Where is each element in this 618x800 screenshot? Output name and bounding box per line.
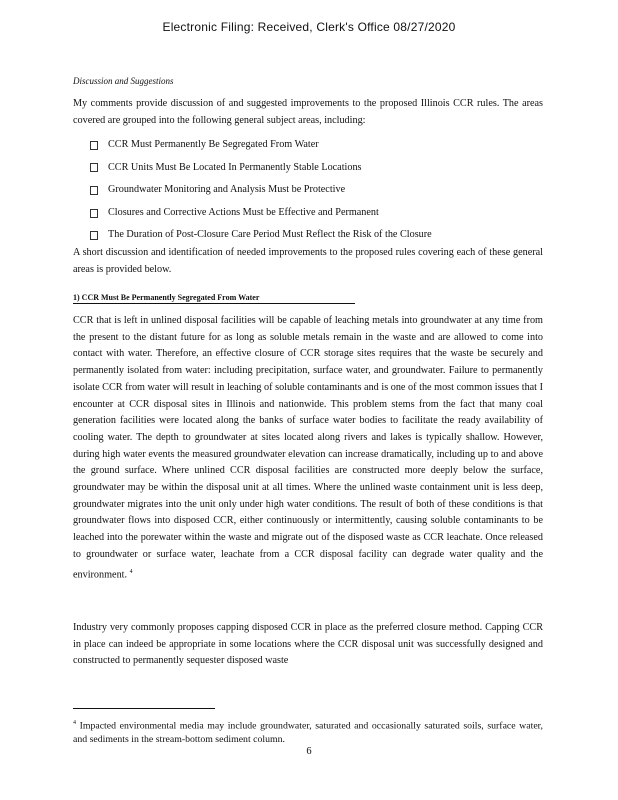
checkbox-bullet-icon <box>90 163 98 172</box>
list-item <box>90 224 432 247</box>
section-heading-1: 1) CCR Must Be Permanently Segregated From Water <box>73 293 355 304</box>
list-item <box>90 202 432 225</box>
list-item <box>90 179 432 202</box>
body-paragraph-2: Industry very commonly proposes capping disposed CCR in place as the preferred closure method. Capping CCR in place can indeed be appropriate in some locations where the CCR disposal unit was successfully designed and constructed to permanently sequester disposed waste <box>73 622 543 667</box>
subject-area-list <box>90 134 432 247</box>
body-paragraph-1 <box>73 313 543 584</box>
section-title: Discussion and Suggestions <box>73 76 174 86</box>
body-paragraph-1-text: CCR that is left in unlined disposal facilities will be capable of leaching metals into groundwater at any time from the present to the distant future for as long as soluble metals remain in the waste and are allowed to come into contact with water. Therefore, an effective closure of CCR storage sites requires that the waste be securely and permanently isolated from water: including precipitation, surface water, and groundwater. Failure to permanently isolate CCR from water will result in leaching of soluble contaminants and is one of the most common issues that I encounter at CCR disposal sites in Illinois and nationwide. This problem stems from the fact that many coal generation facilities were located along the banks of surface water bodies to facilitate the ready availability of cooling water. The depth to groundwater at sites located along rivers and lakes is typically shallow. However, during high water events the measured groundwater elevation can increase dramatically, including up to and above the ground surface. Where unlined CCR disposal facilities are constructed more deeply below the surface, groundwater may be within the disposal unit at all times. Where the unlined waste containment unit is less deep, groundwater migrates into the unit only under high water conditions. The result of both of these conditions is that groundwater flows into disposed CCR, either continuously or intermittently, causing soluble contaminants to be leached into the porewater within the waste and migrate out of the disposed waste as CCR leachate. Once released to groundwater or surface water, leachate from a CCR disposal facility can degrade water quality and the environment. <box>73 315 543 580</box>
checkbox-bullet-icon <box>90 231 98 240</box>
checkbox-bullet-icon <box>90 209 98 218</box>
footnote-text: Impacted environmental media may include groundwater, saturated and occasionally saturated soils, surface water, and sediments in the stream-bottom sediment column. <box>73 720 543 746</box>
intro-paragraph: My comments provide discussion of and suggested improvements to the proposed Illinois CCR rules. The areas covered are grouped into the following general subject areas, including: <box>73 98 543 126</box>
list-item-text: CCR Units Must Be Located In Permanently Stable Locations <box>108 161 362 173</box>
checkbox-bullet-icon <box>90 186 98 195</box>
list-item-text: The Duration of Post-Closure Care Period Must Reflect the Risk of the Closure <box>108 229 432 241</box>
footnote-divider <box>73 708 215 709</box>
list-item <box>90 157 432 180</box>
footnote-number: 4 <box>73 720 76 726</box>
footnote <box>73 716 543 747</box>
page-number: 6 <box>306 746 312 757</box>
list-item-text: Closures and Corrective Actions Must be Effective and Permanent <box>108 206 379 218</box>
footnote-marker: 4 <box>129 568 133 575</box>
list-item-text: CCR Must Permanently Be Segregated From Water <box>108 139 319 150</box>
summary-paragraph: A short discussion and identification of needed improvements to the proposed rules covering each of these general areas is provided below. <box>73 247 543 275</box>
checkbox-bullet-icon <box>90 141 98 150</box>
list-item-text: Groundwater Monitoring and Analysis Must be Protective <box>108 184 346 196</box>
list-item <box>90 134 432 157</box>
filing-header: Electronic Filing: Received, Clerk's Office 08/27/2020 <box>162 20 456 34</box>
